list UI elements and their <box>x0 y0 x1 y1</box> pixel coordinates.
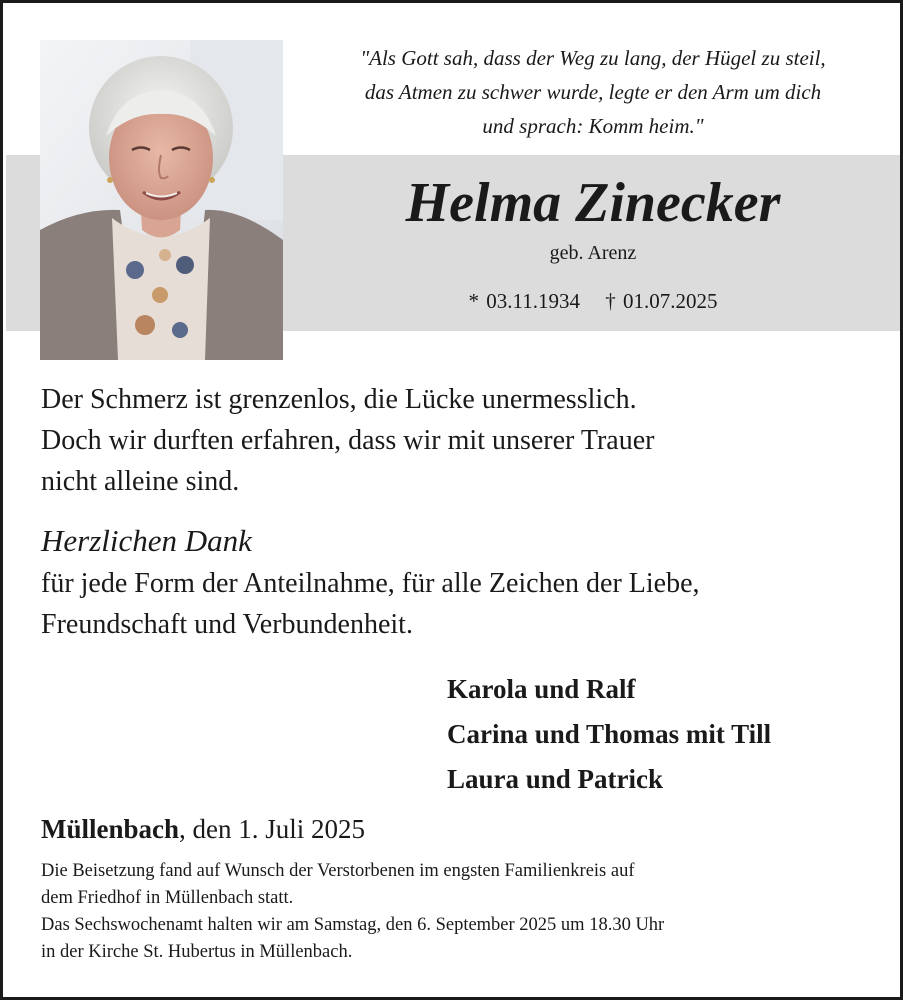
notice-line: in der Kirche St. Hubertus in Müllenbach. <box>41 942 353 962</box>
thanks-line: für jede Form der Anteilnahme, für alle Zeichen der Liebe, <box>41 568 700 599</box>
family-member: Karola und Ralf <box>447 674 636 704</box>
notice-line: Die Beisetzung fand auf Wunsch der Verstorbenen im engsten Familienkreis auf <box>41 861 635 881</box>
memorial-quote <box>293 41 893 143</box>
life-dates <box>293 287 893 315</box>
thanks-text <box>41 563 891 645</box>
portrait-photo <box>40 40 283 360</box>
death-date: † 01.07.2025 <box>605 289 718 313</box>
notice-line: dem Friedhof in Müllenbach statt. <box>41 888 294 908</box>
deceased-name: Helma Zinecker <box>405 172 781 234</box>
grief-message <box>41 379 881 502</box>
thanks-line: Freundschaft und Verbundenheit. <box>41 609 413 640</box>
family-member: Carina und Thomas mit Till <box>447 719 772 749</box>
portrait-illustration <box>40 40 283 360</box>
date-text: , den 1. Juli 2025 <box>179 814 366 844</box>
birth-date: * 03.11.1934 <box>468 289 580 313</box>
place-name: Müllenbach <box>41 814 180 844</box>
quote-line: "Als Gott sah, dass der Weg zu lang, der Hügel zu steil, <box>360 46 826 70</box>
family-signatures <box>447 667 887 802</box>
message-line: nicht alleine sind. <box>41 466 240 497</box>
funeral-notice <box>41 858 891 966</box>
message-line: Der Schmerz ist grenzenlos, die Lücke unermesslich. <box>41 384 637 415</box>
maiden-name: geb. Arenz <box>549 242 637 264</box>
message-line: Doch wir durften erfahren, dass wir mit unserer Trauer <box>41 425 655 456</box>
place-and-date <box>41 809 881 849</box>
notice-line: Das Sechswochenamt halten wir am Samstag, den 6. September 2025 um 18.30 Uhr <box>41 915 665 935</box>
thanks-heading: Herzlichen Dank <box>41 523 252 558</box>
quote-line: das Atmen zu schwer wurde, legte er den Arm um dich <box>364 80 822 104</box>
quote-line: und sprach: Komm heim." <box>482 114 704 138</box>
family-member: Laura und Patrick <box>447 764 664 794</box>
